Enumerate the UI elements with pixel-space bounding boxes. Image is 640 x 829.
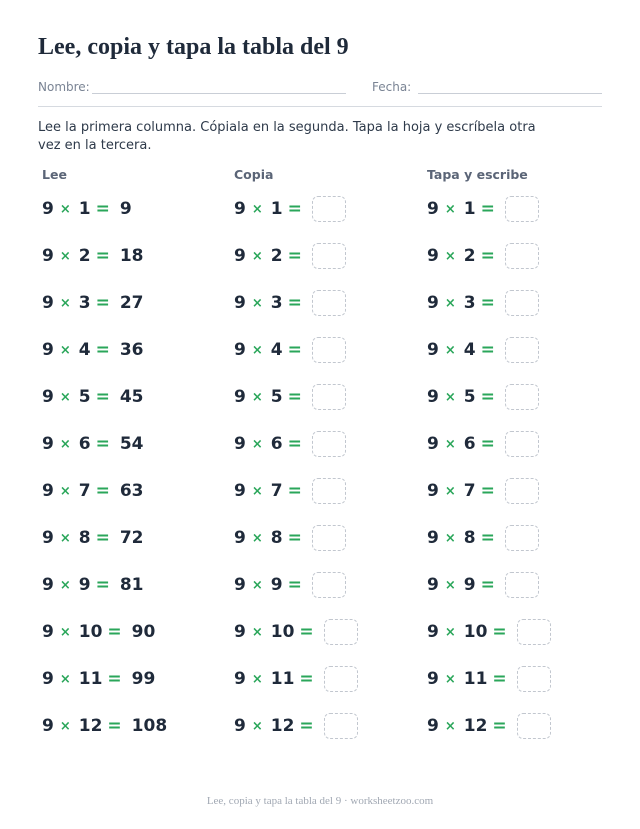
fact-row bbox=[234, 476, 346, 506]
factor-a: 9 bbox=[234, 387, 246, 407]
answer-box[interactable] bbox=[517, 666, 551, 692]
fact-row bbox=[427, 664, 551, 694]
answer: 81 bbox=[119, 575, 144, 595]
factor-a: 9 bbox=[42, 340, 54, 360]
answer-box[interactable] bbox=[505, 384, 539, 410]
fact-row bbox=[427, 617, 551, 647]
answer: 45 bbox=[119, 387, 144, 407]
equals-sign: = bbox=[287, 387, 302, 407]
factor-b: 1 bbox=[463, 199, 476, 219]
name-field[interactable] bbox=[92, 93, 346, 94]
equals-sign: = bbox=[107, 716, 122, 736]
times-sign: × bbox=[59, 671, 71, 687]
factor-a: 9 bbox=[427, 622, 439, 642]
fact-row bbox=[42, 664, 155, 694]
equals-sign: = bbox=[95, 246, 110, 266]
fact-row bbox=[427, 194, 539, 224]
answer-box[interactable] bbox=[312, 431, 346, 457]
equals-sign: = bbox=[299, 622, 314, 642]
factor-a: 9 bbox=[234, 481, 246, 501]
factor-a: 9 bbox=[234, 716, 246, 736]
times-sign: × bbox=[251, 624, 263, 640]
footer: Lee, copia y tapa la tabla del 9 · worksheetzoo.com bbox=[206, 795, 434, 807]
fact-row bbox=[234, 194, 346, 224]
times-sign: × bbox=[251, 248, 263, 264]
fact-row bbox=[234, 382, 346, 412]
factor-b: 9 bbox=[270, 575, 283, 595]
equals-sign: = bbox=[287, 434, 302, 454]
times-sign: × bbox=[251, 577, 263, 593]
factor-b: 4 bbox=[270, 340, 283, 360]
fact-row bbox=[42, 382, 144, 412]
equals-sign: = bbox=[95, 481, 110, 501]
factor-a: 9 bbox=[42, 434, 54, 454]
factor-a: 9 bbox=[427, 716, 439, 736]
meta-fields bbox=[38, 80, 602, 100]
factor-a: 9 bbox=[427, 481, 439, 501]
fact-row bbox=[234, 711, 358, 741]
equals-sign: = bbox=[95, 340, 110, 360]
equals-sign: = bbox=[287, 340, 302, 360]
fact-row bbox=[234, 617, 358, 647]
equals-sign: = bbox=[480, 293, 495, 313]
fact-row bbox=[234, 664, 358, 694]
fact-row bbox=[234, 523, 346, 553]
equals-sign: = bbox=[480, 481, 495, 501]
factor-b: 2 bbox=[463, 246, 476, 266]
answer-box[interactable] bbox=[517, 619, 551, 645]
factor-b: 7 bbox=[270, 481, 283, 501]
equals-sign: = bbox=[480, 340, 495, 360]
factor-b: 11 bbox=[463, 669, 488, 689]
factor-a: 9 bbox=[42, 293, 54, 313]
equals-sign: = bbox=[480, 434, 495, 454]
factor-b: 2 bbox=[78, 246, 91, 266]
equals-sign: = bbox=[95, 575, 110, 595]
times-sign: × bbox=[251, 483, 263, 499]
answer: 54 bbox=[119, 434, 144, 454]
answer-box[interactable] bbox=[312, 337, 346, 363]
answer: 36 bbox=[119, 340, 144, 360]
factor-b: 6 bbox=[463, 434, 476, 454]
factor-b: 5 bbox=[270, 387, 283, 407]
fact-row bbox=[427, 711, 551, 741]
equals-sign: = bbox=[287, 481, 302, 501]
factor-a: 9 bbox=[42, 669, 54, 689]
answer: 108 bbox=[131, 716, 168, 736]
times-sign: × bbox=[444, 483, 456, 499]
fact-row bbox=[42, 194, 132, 224]
answer-box[interactable] bbox=[312, 243, 346, 269]
equals-sign: = bbox=[95, 387, 110, 407]
factor-a: 9 bbox=[427, 340, 439, 360]
fact-row bbox=[427, 241, 539, 271]
equals-sign: = bbox=[480, 246, 495, 266]
factor-b: 12 bbox=[78, 716, 103, 736]
fact-row bbox=[42, 617, 155, 647]
equals-sign: = bbox=[480, 528, 495, 548]
factor-b: 4 bbox=[78, 340, 91, 360]
factor-b: 10 bbox=[463, 622, 488, 642]
times-sign: × bbox=[251, 342, 263, 358]
times-sign: × bbox=[444, 624, 456, 640]
factor-a: 9 bbox=[427, 575, 439, 595]
factor-b: 4 bbox=[463, 340, 476, 360]
times-sign: × bbox=[59, 530, 71, 546]
factor-b: 1 bbox=[270, 199, 283, 219]
date-label: Fecha: bbox=[372, 80, 412, 94]
fact-row bbox=[427, 335, 539, 365]
equals-sign: = bbox=[492, 622, 507, 642]
fact-row bbox=[234, 429, 346, 459]
fact-row bbox=[427, 523, 539, 553]
factor-a: 9 bbox=[234, 246, 246, 266]
factor-a: 9 bbox=[427, 199, 439, 219]
equals-sign: = bbox=[299, 669, 314, 689]
factor-a: 9 bbox=[234, 434, 246, 454]
answer-box[interactable] bbox=[505, 525, 539, 551]
factor-b: 5 bbox=[78, 387, 91, 407]
times-sign: × bbox=[59, 483, 71, 499]
answer-box[interactable] bbox=[505, 337, 539, 363]
times-sign: × bbox=[59, 577, 71, 593]
times-sign: × bbox=[444, 530, 456, 546]
factor-a: 9 bbox=[234, 528, 246, 548]
answer-box[interactable] bbox=[312, 196, 346, 222]
equals-sign: = bbox=[480, 199, 495, 219]
factor-a: 9 bbox=[427, 246, 439, 266]
answer: 99 bbox=[131, 669, 156, 689]
times-sign: × bbox=[59, 718, 71, 734]
fact-row bbox=[234, 288, 346, 318]
factor-a: 9 bbox=[234, 669, 246, 689]
answer-box[interactable] bbox=[505, 243, 539, 269]
factor-b: 6 bbox=[78, 434, 91, 454]
answer-box[interactable] bbox=[312, 478, 346, 504]
equals-sign: = bbox=[287, 199, 302, 219]
answer-box[interactable] bbox=[324, 666, 358, 692]
equals-sign: = bbox=[107, 669, 122, 689]
times-sign: × bbox=[444, 436, 456, 452]
equals-sign: = bbox=[287, 528, 302, 548]
answer-box[interactable] bbox=[505, 431, 539, 457]
factor-b: 8 bbox=[270, 528, 283, 548]
times-sign: × bbox=[444, 718, 456, 734]
times-sign: × bbox=[251, 671, 263, 687]
factor-a: 9 bbox=[42, 387, 54, 407]
times-sign: × bbox=[444, 671, 456, 687]
times-sign: × bbox=[251, 436, 263, 452]
factor-a: 9 bbox=[234, 622, 246, 642]
factor-b: 2 bbox=[270, 246, 283, 266]
equals-sign: = bbox=[299, 716, 314, 736]
answer-box[interactable] bbox=[312, 525, 346, 551]
factor-b: 7 bbox=[78, 481, 91, 501]
factor-a: 9 bbox=[427, 434, 439, 454]
times-sign: × bbox=[59, 624, 71, 640]
answer: 9 bbox=[119, 199, 132, 219]
times-sign: × bbox=[59, 389, 71, 405]
times-sign: × bbox=[444, 248, 456, 264]
equals-sign: = bbox=[287, 293, 302, 313]
equals-sign: = bbox=[95, 293, 110, 313]
factor-a: 9 bbox=[427, 669, 439, 689]
fact-row bbox=[42, 476, 144, 506]
answer-box[interactable] bbox=[324, 713, 358, 739]
factor-a: 9 bbox=[42, 716, 54, 736]
times-sign: × bbox=[59, 342, 71, 358]
equals-sign: = bbox=[492, 669, 507, 689]
times-sign: × bbox=[444, 201, 456, 217]
page-title: Lee, copia y tapa la tabla del 9 bbox=[38, 34, 349, 60]
equals-sign: = bbox=[287, 575, 302, 595]
fact-row bbox=[234, 241, 346, 271]
answer-box[interactable] bbox=[312, 572, 346, 598]
answer-box[interactable] bbox=[517, 713, 551, 739]
times-sign: × bbox=[444, 577, 456, 593]
factor-b: 9 bbox=[78, 575, 91, 595]
fact-row bbox=[234, 335, 346, 365]
factor-b: 5 bbox=[463, 387, 476, 407]
equals-sign: = bbox=[95, 199, 110, 219]
equals-sign: = bbox=[107, 622, 122, 642]
column-header-tapa: Tapa y escribe bbox=[427, 167, 528, 182]
answer-box[interactable] bbox=[505, 572, 539, 598]
times-sign: × bbox=[444, 342, 456, 358]
fact-row bbox=[42, 523, 144, 553]
factor-a: 9 bbox=[42, 622, 54, 642]
column-header-lee: Lee bbox=[42, 167, 67, 182]
times-sign: × bbox=[251, 295, 263, 311]
answer-box[interactable] bbox=[312, 384, 346, 410]
answer-box[interactable] bbox=[312, 290, 346, 316]
equals-sign: = bbox=[95, 528, 110, 548]
factor-b: 12 bbox=[463, 716, 488, 736]
times-sign: × bbox=[59, 295, 71, 311]
answer: 72 bbox=[119, 528, 144, 548]
factor-b: 10 bbox=[270, 622, 295, 642]
fact-row bbox=[42, 241, 144, 271]
times-sign: × bbox=[251, 201, 263, 217]
factor-a: 9 bbox=[42, 481, 54, 501]
factor-a: 9 bbox=[427, 293, 439, 313]
column-header-copia: Copia bbox=[234, 167, 274, 182]
fact-row bbox=[427, 570, 539, 600]
header-divider bbox=[38, 106, 602, 107]
fact-row bbox=[42, 288, 144, 318]
equals-sign: = bbox=[95, 434, 110, 454]
times-sign: × bbox=[444, 389, 456, 405]
factor-a: 9 bbox=[42, 575, 54, 595]
fact-row bbox=[427, 288, 539, 318]
factor-b: 9 bbox=[463, 575, 476, 595]
factor-b: 11 bbox=[270, 669, 295, 689]
factor-b: 11 bbox=[78, 669, 103, 689]
factor-b: 3 bbox=[78, 293, 91, 313]
factor-b: 12 bbox=[270, 716, 295, 736]
fact-row bbox=[427, 429, 539, 459]
equals-sign: = bbox=[492, 716, 507, 736]
fact-row bbox=[42, 570, 144, 600]
answer-box[interactable] bbox=[505, 478, 539, 504]
times-sign: × bbox=[59, 201, 71, 217]
answer-box[interactable] bbox=[505, 290, 539, 316]
factor-a: 9 bbox=[234, 575, 246, 595]
equals-sign: = bbox=[480, 575, 495, 595]
times-sign: × bbox=[444, 295, 456, 311]
factor-b: 3 bbox=[463, 293, 476, 313]
factor-a: 9 bbox=[234, 199, 246, 219]
fact-row bbox=[42, 711, 167, 741]
fact-row bbox=[42, 429, 144, 459]
answer: 18 bbox=[119, 246, 144, 266]
date-field[interactable] bbox=[418, 93, 602, 94]
equals-sign: = bbox=[287, 246, 302, 266]
answer-box[interactable] bbox=[505, 196, 539, 222]
times-sign: × bbox=[59, 436, 71, 452]
answer-box[interactable] bbox=[324, 619, 358, 645]
factor-a: 9 bbox=[427, 387, 439, 407]
equals-sign: = bbox=[480, 387, 495, 407]
fact-row bbox=[42, 335, 144, 365]
fact-row bbox=[234, 570, 346, 600]
factor-b: 8 bbox=[463, 528, 476, 548]
times-sign: × bbox=[251, 718, 263, 734]
factor-b: 3 bbox=[270, 293, 283, 313]
factor-b: 7 bbox=[463, 481, 476, 501]
factor-a: 9 bbox=[42, 528, 54, 548]
name-label: Nombre: bbox=[38, 80, 90, 94]
factor-b: 8 bbox=[78, 528, 91, 548]
times-sign: × bbox=[251, 389, 263, 405]
factor-a: 9 bbox=[42, 246, 54, 266]
answer: 27 bbox=[119, 293, 144, 313]
answer: 63 bbox=[119, 481, 144, 501]
answer: 90 bbox=[131, 622, 156, 642]
fact-row bbox=[427, 382, 539, 412]
times-sign: × bbox=[59, 248, 71, 264]
factor-b: 1 bbox=[78, 199, 91, 219]
factor-a: 9 bbox=[42, 199, 54, 219]
factor-a: 9 bbox=[234, 340, 246, 360]
factor-a: 9 bbox=[234, 293, 246, 313]
factor-a: 9 bbox=[427, 528, 439, 548]
fact-row bbox=[427, 476, 539, 506]
instructions: Lee la primera columna. Cópiala en la segunda. Tapa la hoja y escríbela otra vez en la tercera. bbox=[38, 120, 536, 153]
times-sign: × bbox=[251, 530, 263, 546]
factor-b: 10 bbox=[78, 622, 103, 642]
factor-b: 6 bbox=[270, 434, 283, 454]
